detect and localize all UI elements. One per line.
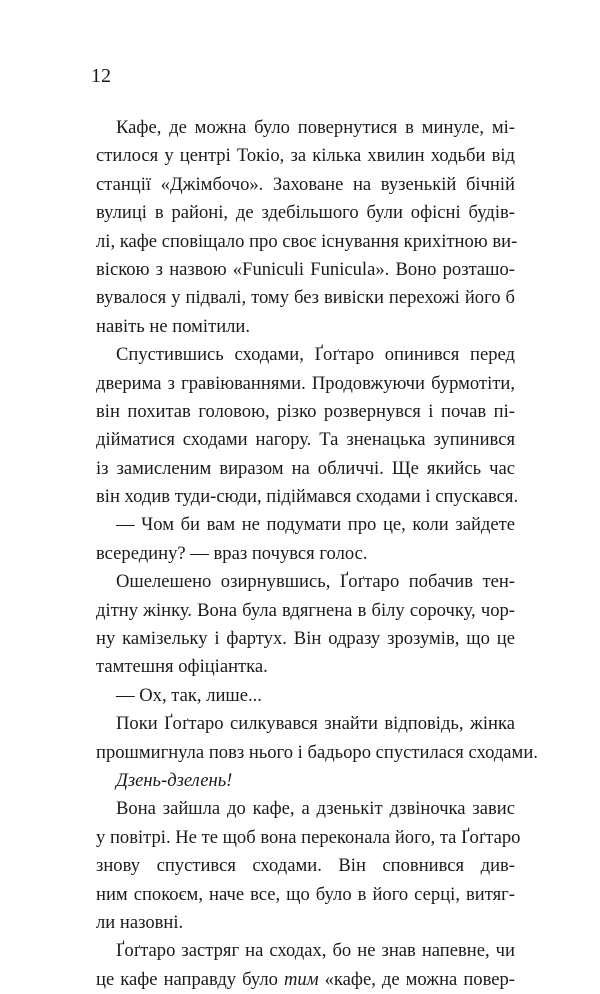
text-line: Дзень-дзелень! bbox=[116, 769, 233, 791]
text-line: Вона зайшла до кафе, а дзенькіт дзвіночка завис bbox=[116, 798, 515, 820]
text-line: віскою з назвою «Funiculi Funicula». Воно розташо- bbox=[96, 258, 515, 280]
text-line: — Ох, так, лише... bbox=[116, 684, 262, 706]
text-line: дійматися сходами нагору. Та зненацька зупинився bbox=[96, 429, 515, 451]
text-line: він похитав головою, різко розвернувся і почав пі- bbox=[96, 400, 515, 422]
text-line: Кафе, де можна було повернутися в минуле, мі- bbox=[116, 117, 515, 138]
text-line: навіть не помітили. bbox=[96, 315, 251, 337]
text-line: ним спокоєм, наче все, що було в його серці, витяг- bbox=[96, 883, 515, 905]
text-line: вулиці в районі, де здебільшого були офісні будів- bbox=[96, 202, 515, 224]
text-line: Ґоґтаро застряг на сходах, бо не знав напевне, чи bbox=[116, 940, 515, 962]
text-line: ну камізельку і фартух. Він одразу зрозумів, що це bbox=[96, 628, 515, 650]
text-line: лі, кафе сповіщало про своє існування крихітною ви- bbox=[96, 230, 518, 252]
text-line: дітну жінку. Вона була вдягнена в білу сорочку, чор- bbox=[96, 599, 515, 621]
text-line: Спустившись сходами, Ґоґтаро опинився перед bbox=[116, 344, 515, 366]
text-line: стилося у центрі Токіо, за кілька хвилин ходьби від bbox=[96, 145, 515, 167]
text-line: дверима з гравіюваннями. Продовжуючи бурмотіти, bbox=[96, 372, 515, 394]
text-line: це кафе направду було тим «кафе, де можна повер- bbox=[96, 968, 515, 990]
page-number: 12 bbox=[91, 65, 111, 87]
text-line: Ошелешено озирнувшись, Ґоґтаро побачив тен- bbox=[116, 571, 515, 593]
text-line: знову спустився сходами. Він сповнився див- bbox=[96, 855, 515, 877]
text-line: прошмигнула повз нього і бадьоро спустилася сходами. bbox=[96, 741, 538, 763]
text-line: станції «Джімбочо». Заховане на вузенькій бічній bbox=[96, 173, 515, 195]
body-text bbox=[96, 114, 538, 994]
text-line: вувалося у підвалі, тому без вивіски перехожі його б bbox=[96, 287, 515, 309]
text-line: у повітрі. Не те щоб вона переконала його, та Ґоґтаро bbox=[96, 826, 521, 848]
text-line: ли назовні. bbox=[96, 911, 184, 933]
text-line: всередину? — враз почувся голос. bbox=[96, 542, 368, 564]
text-line: тамтешня офіціантка. bbox=[96, 656, 268, 678]
text-line: — Чом би вам не подумати про це, коли зайдете bbox=[116, 514, 515, 536]
text-line: він ходив туди-сюди, підіймався сходами і спускався. bbox=[96, 486, 519, 508]
text-line: із замисленим виразом на обличчі. Ще якийсь час bbox=[96, 457, 515, 479]
text-line: Поки Ґоґтаро силкувався знайти відповідь, жінка bbox=[116, 713, 515, 735]
emphasis-word: тим bbox=[283, 968, 319, 990]
